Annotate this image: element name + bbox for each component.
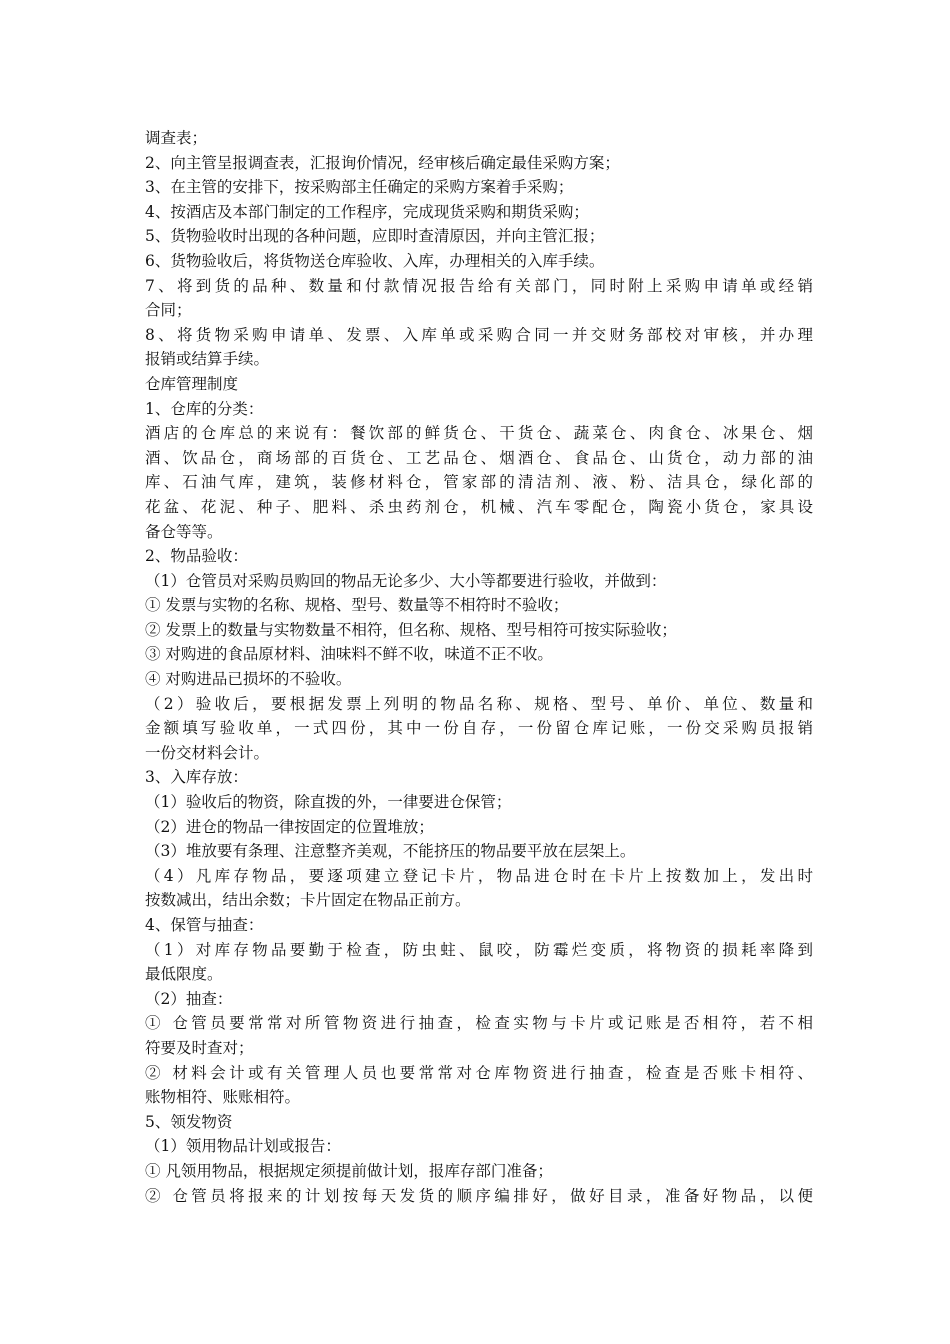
text-line: 5、货物验收时出现的各种问题，应即时查清原因，并向主管汇报； xyxy=(145,227,605,246)
text-line: 酒、饮品仓，商场部的百货仓、工艺品仓、烟酒仓、食品仓、山货仓，动力部的油 xyxy=(145,448,813,467)
text-line: （1）仓管员对采购员购回的物品无论多少、大小等都要进行验收，并做到： xyxy=(145,571,667,590)
text-line: 按数减出，结出余数；卡片固定在物品正前方。 xyxy=(145,891,471,910)
text-line: 4、保管与抽查： xyxy=(145,916,264,934)
text-line: 最低限度。 xyxy=(145,965,223,984)
text-line: 一份交材料会计。 xyxy=(145,743,270,762)
text-line: ② 材料会计或有关管理人员也要常常对仓库物资进行抽查，检查是否账卡相符、 xyxy=(145,1063,813,1082)
text-line: （1）领用物品计划或报告： xyxy=(145,1137,341,1156)
text-line: （1）对库存物品要勤于检查，防虫蛀、鼠咬，防霉烂变质，将物资的损耗率降到 xyxy=(145,940,813,959)
text-line: 8、将货物采购申请单、发票、入库单或采购合同一并交财务部校对审核，并办理 xyxy=(145,325,813,344)
text-line: 账物相符、账账相符。 xyxy=(145,1088,301,1107)
text-line: 符要及时查对； xyxy=(145,1038,254,1057)
text-line: 2、物品验收： xyxy=(145,547,248,566)
text-line: 酒店的仓库总的来说有：餐饮部的鲜货仓、干货仓、蔬菜仓、肉食仓、冰果仓、烟 xyxy=(145,424,813,443)
text-line: 调查表； xyxy=(145,129,208,147)
document-body xyxy=(145,126,813,1208)
text-line: （4）凡库存物品，要逐项建立登记卡片，物品进仓时在卡片上按数加上，发出时 xyxy=(145,866,813,885)
text-line: 备仓等等。 xyxy=(145,522,223,541)
text-line: 2、向主管呈报调查表，汇报询价情况，经审核后确定最佳采购方案； xyxy=(145,153,620,172)
text-line: 报销或结算手续。 xyxy=(145,350,270,369)
text-line: ② 发票上的数量与实物数量不相符，但名称、规格、型号相符可按实际验收； xyxy=(145,620,677,639)
text-line: ② 仓管员将报来的计划按每天发货的顺序编排好，做好目录，准备好物品，以便 xyxy=(145,1186,813,1205)
text-line: ① 发票与实物的名称、规格、型号、数量等不相符时不验收； xyxy=(145,596,569,615)
text-line: 金额填写验收单，一式四份，其中一份自存，一份留仓库记账，一份交采购员报销 xyxy=(145,719,813,738)
text-line: 仓库管理制度 xyxy=(145,374,239,393)
text-line: 4、按酒店及本部门制定的工作程序，完成现货采购和期货采购； xyxy=(145,202,589,221)
text-line: （2）抽查： xyxy=(145,989,233,1008)
text-line: 合同； xyxy=(145,301,192,320)
text-line: （2）验收后，要根据发票上列明的物品名称、规格、型号、单价、单位、数量和 xyxy=(145,694,813,713)
text-line: 库、石油气库，建筑，装修材料仓，管家部的清洁剂、液、粉、洁具仓，绿化部的 xyxy=(145,473,813,492)
text-line: （3）堆放要有条理、注意整齐美观，不能挤压的物品要平放在层架上。 xyxy=(145,842,636,861)
text-line: 7、将到货的品种、数量和付款情况报告给有关部门，同时附上采购申请单或经销 xyxy=(145,276,813,295)
text-line: 1、仓库的分类： xyxy=(145,399,264,418)
text-line: ④ 对购进品已损坏的不验收。 xyxy=(145,670,352,689)
text-line: 花盆、花泥、种子、肥料、杀虫药剂仓，机械、汽车零配仓，陶瓷小货仓，家具设 xyxy=(145,497,813,516)
text-line: 5、领发物资 xyxy=(145,1112,233,1131)
text-line: ① 凡领用物品，根据规定须提前做计划，报库存部门准备； xyxy=(145,1161,553,1180)
text-line: （2）进仓的物品一律按固定的位置堆放； xyxy=(145,817,434,836)
text-line: 3、在主管的安排下，按采购部主任确定的采购方案着手采购； xyxy=(145,178,574,197)
text-line: ① 仓管员要常常对所管物资进行抽查，检查实物与卡片或记账是否相符，若不相 xyxy=(145,1014,813,1033)
text-line: ③ 对购进的食品原材料、油味料不鲜不收，味道不正不收。 xyxy=(145,645,553,664)
text-line: （1）验收后的物资，除直拨的外，一律要进仓保管； xyxy=(145,793,512,812)
text-line: 6、货物验收后，将货物送仓库验收、入库，办理相关的入库手续。 xyxy=(145,251,605,270)
text-line: 3、入库存放： xyxy=(145,768,248,787)
